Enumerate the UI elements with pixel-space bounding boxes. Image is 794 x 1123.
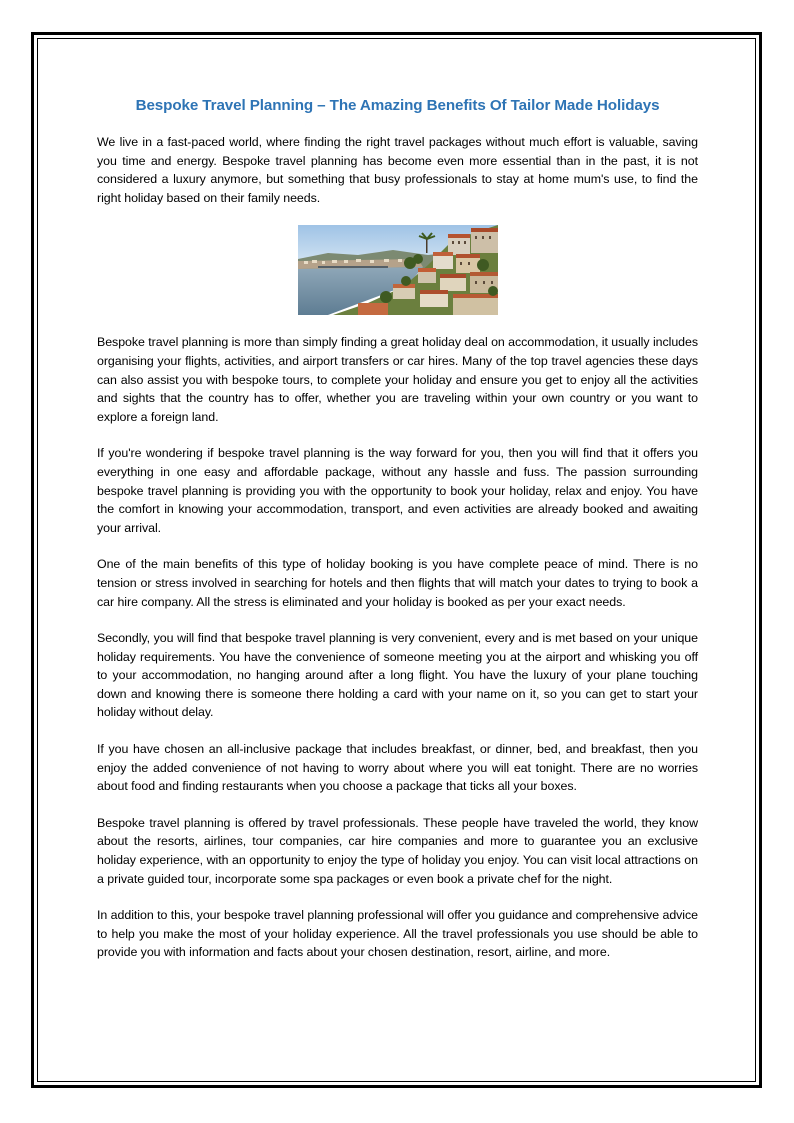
paragraph-advice: In addition to this, your bespoke travel planning professional will offer you guidance and comprehensive advice to help you make the most of your holiday experience. All the travel professionals you use should be able to provide you with information and facts about your chosen destination, resort, airline, and more. [97, 908, 698, 960]
paragraph-services: Bespoke travel planning is more than simply finding a great holiday deal on accommodation, it usually includes organising your flights, activities, and airport transfers or car hires. Many of the top travel agencies these days can also assist you with bespoke tours, to complete your holiday and ensure you get to enjoy all the activities and sights that the country has to offer, whether you are traveling within your own country or you want to explore a foreign land. [97, 335, 698, 424]
article-body [97, 96, 698, 980]
paragraph-intro: We live in a fast-paced world, where finding the right travel packages without much effort is valuable, saving you time and energy. Bespoke travel planning has become even more essential than in the past, it is not considered a luxury anymore, but something that busy professionals to stay at home mum's use, to find the right holiday based on their family needs. [97, 135, 698, 205]
paragraph-convenience: Secondly, you will find that bespoke travel planning is very convenient, every and is met based on your unique holiday requirements. You have the convenience of someone meeting you at the airport and whisking you off to your accommodation, no hanging around after a long flight. You have the luxury of your plane touching down and knowing there is someone there holding a card with your name on it, so you can get to start your holiday without delay. [97, 631, 698, 720]
photo-container [97, 225, 698, 315]
paragraph-way-forward: If you're wondering if bespoke travel planning is the way forward for you, then you will find that it offers you everything in one easy and affordable package, without any hassle and fuss. The passion surrounding bespoke travel planning is providing you with the opportunity to book your holiday, relax and enjoy. You have the comfort in knowing your accommodation, transport, and even activities are already booked and awaiting your arrival. [97, 446, 698, 535]
paragraph-all-inclusive: If you have chosen an all-inclusive package that includes breakfast, or dinner, bed, and breakfast, then you enjoy the added convenience of not having to worry about where you will eat tonight. There are no worries about food and finding restaurants when you choose a package that ticks all your boxes. [97, 742, 698, 794]
paragraph-peace-of-mind: One of the main benefits of this type of holiday booking is you have complete peace of mind. There is no tension or stress involved in searching for hotels and then flights that will match your dates to trying to book a car hire company. All the stress is eliminated and your holiday is booked as per your exact needs. [97, 557, 698, 609]
article-title: Bespoke Travel Planning – The Amazing Benefits Of Tailor Made Holidays [135, 97, 660, 114]
paragraph-professionals: Bespoke travel planning is offered by travel professionals. These people have traveled the world, they know about the resorts, airlines, tour companies, car hire companies and more to guarantee you an exclusive holiday experience, with an opportunity to enjoy the type of holiday you enjoy. You can visit local attractions on a private guided tour, incorporate some spa packages or even book a private chef for the night. [97, 815, 698, 886]
riverside-town-photo [298, 225, 498, 315]
